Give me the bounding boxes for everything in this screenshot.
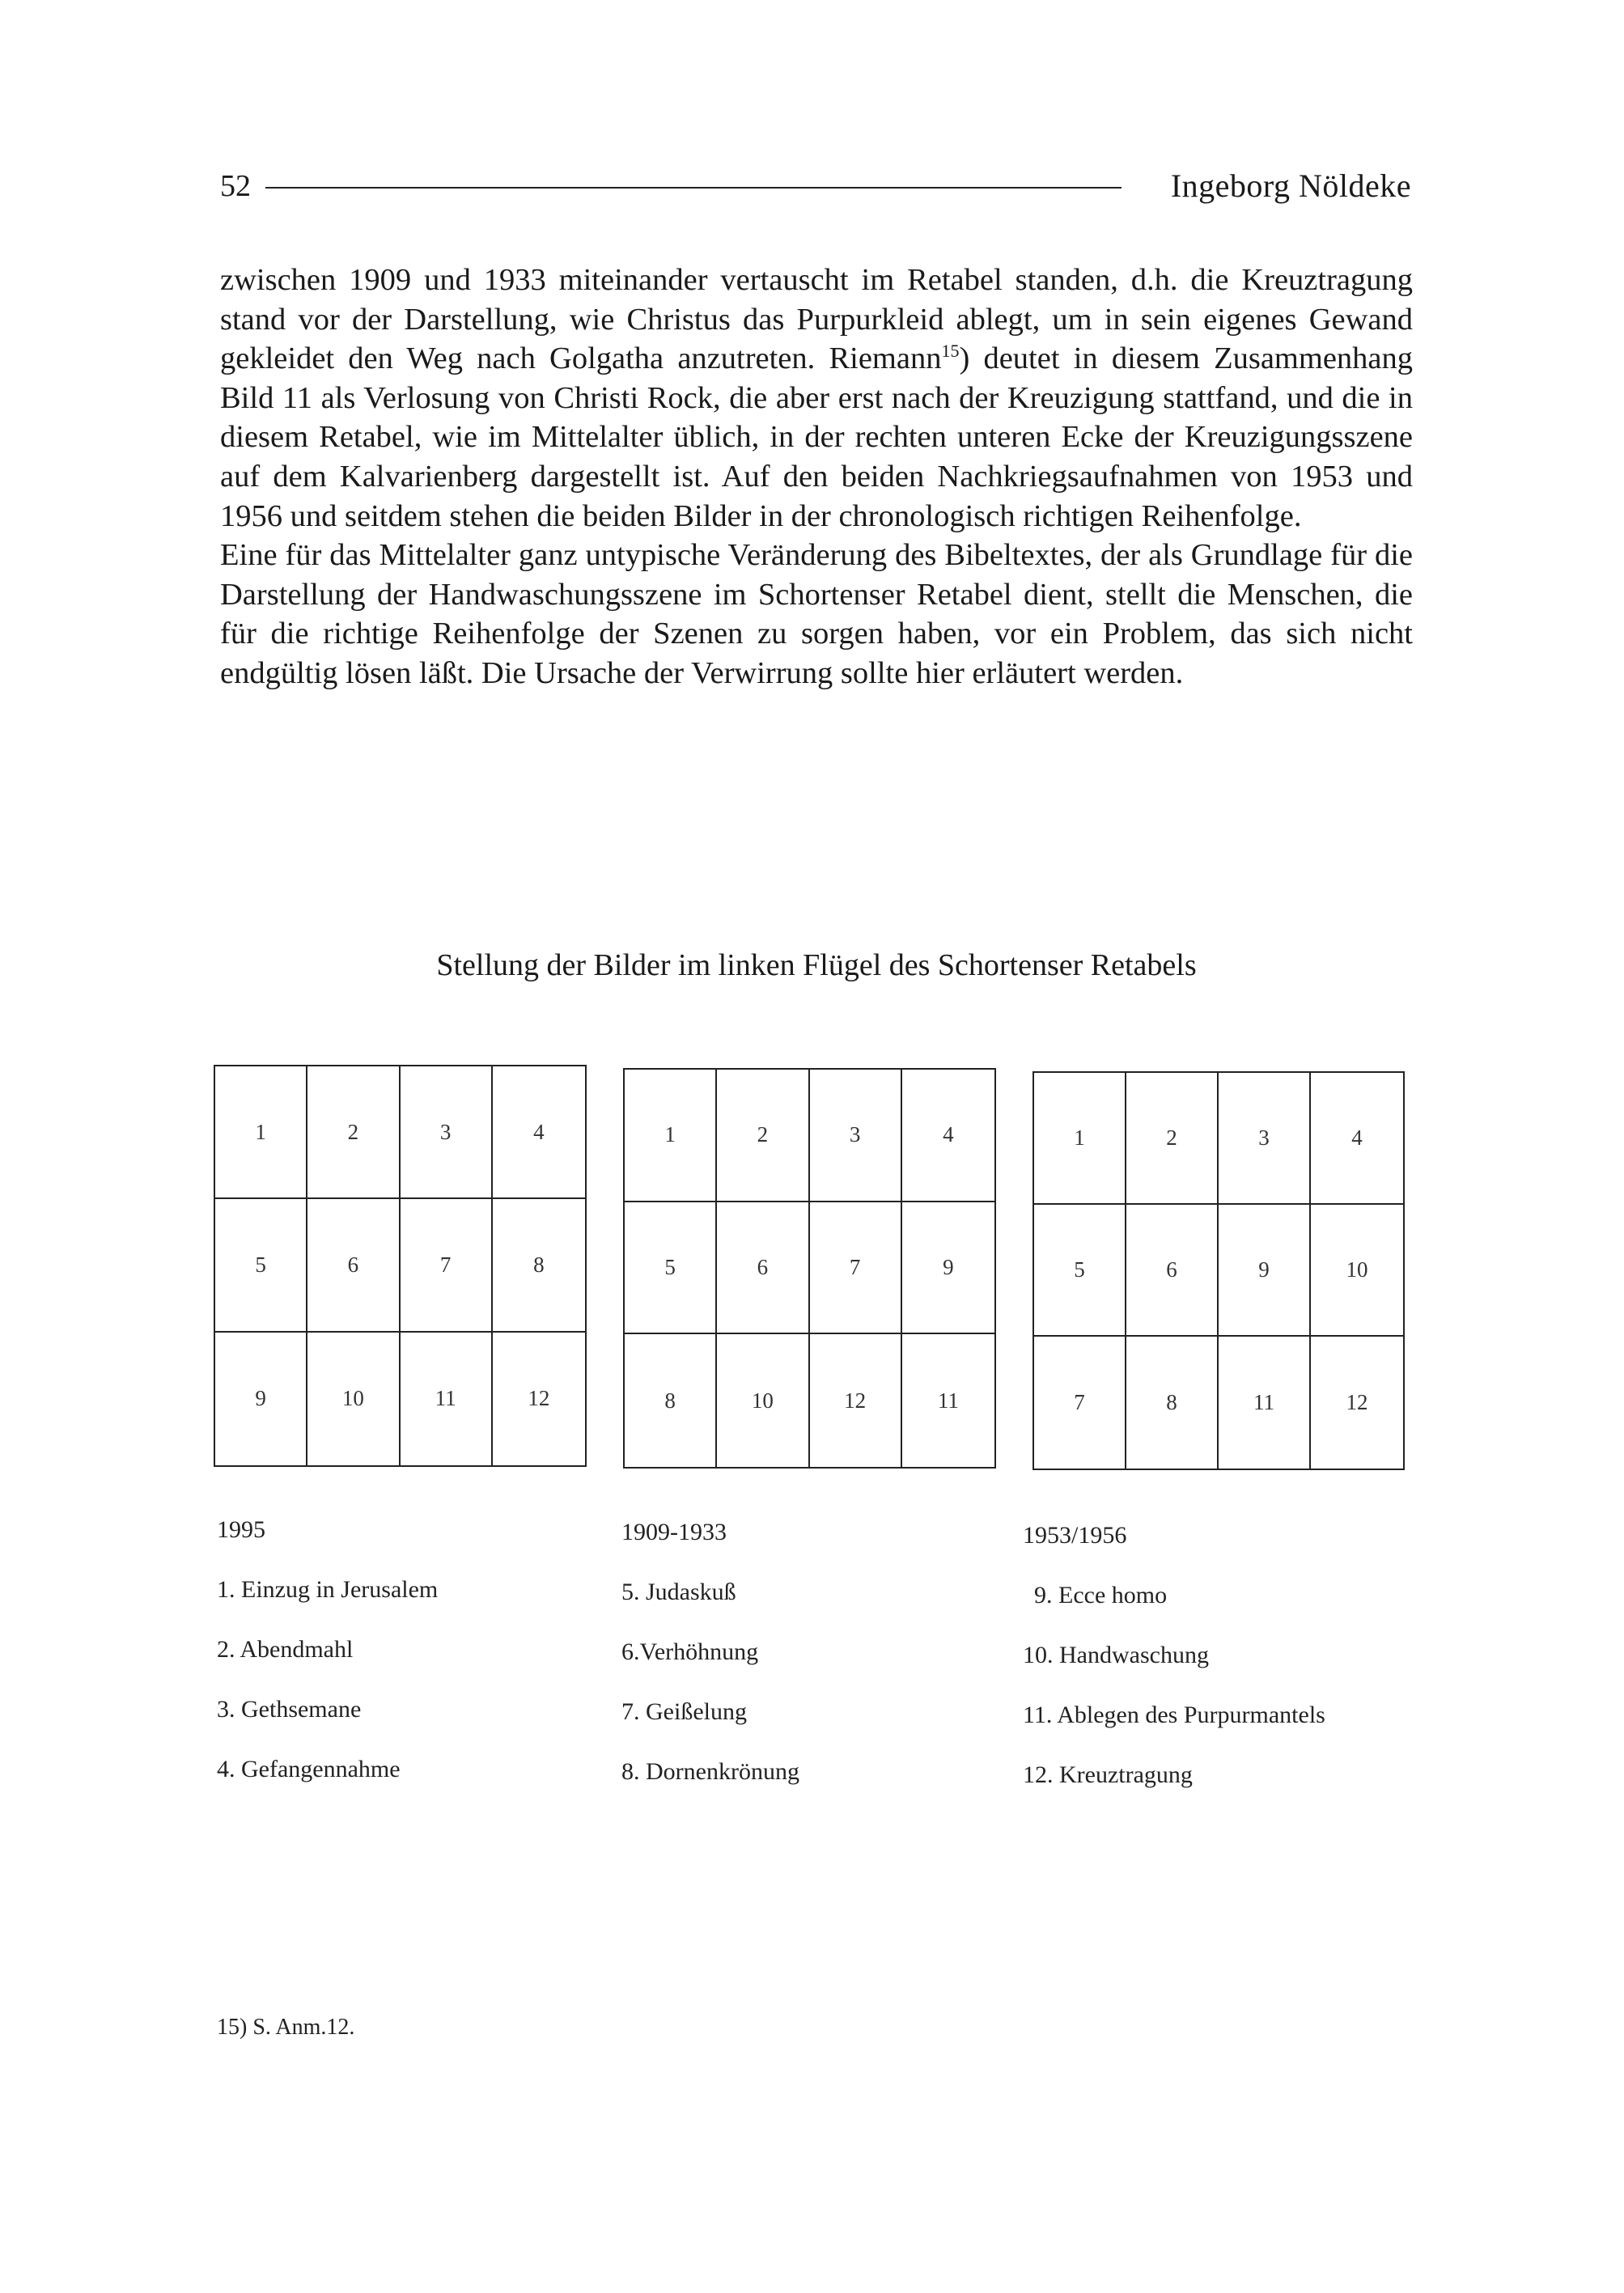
grid-cell: 5 [215, 1199, 307, 1332]
legend-item: 7. Geißelung [621, 1698, 747, 1725]
grid-cell: 6 [1126, 1205, 1219, 1337]
grid-cell: 6 [307, 1199, 400, 1332]
legend-year: 1909-1933 [621, 1519, 727, 1545]
grid-cell: 1 [625, 1070, 717, 1202]
grid-cell: 7 [1034, 1337, 1126, 1469]
grid-cell: 9 [902, 1202, 994, 1335]
legend-item: 6.Verhöhnung [621, 1638, 759, 1665]
arrangement-grid-1909-1933 [623, 1068, 996, 1469]
legend-year: 1995 [217, 1516, 265, 1543]
legend-item: 5. Judaskuß [621, 1579, 736, 1605]
grid-cell: 10 [717, 1334, 809, 1467]
grid-cell: 1 [1034, 1073, 1126, 1205]
grid-cell: 8 [1126, 1337, 1219, 1469]
legend-item: 4. Gefangennahme [217, 1756, 401, 1782]
paragraph-1 [220, 261, 1413, 536]
grid-cell: 7 [401, 1199, 493, 1332]
running-head-author: Ingeborg Nöldeke [1170, 167, 1411, 204]
grid-cell: 4 [493, 1066, 585, 1199]
grid-cell: 8 [625, 1334, 717, 1467]
paragraph-1-part-1: zwischen 1909 und 1933 miteinander vertauscht im Retabel standen, d.h. die Kreuztragung stand vor der Darstellung, wie Christus das Purpurkleid ablegt, um in sein eigenes Gewand gekleidet den Weg nach Golgatha anzutreten. Riemann [220, 263, 1413, 376]
legend-1909-1933 [621, 1518, 799, 1817]
grid-cell: 4 [902, 1070, 994, 1202]
page-number: 52 [220, 169, 251, 203]
grid-cell: 9 [215, 1333, 307, 1465]
footnote-15: 15) S. Anm.12. [217, 2015, 355, 2040]
legend-item: 9. Ecce homo [1034, 1582, 1168, 1608]
grid-cell: 6 [717, 1202, 809, 1335]
paragraph-2: Eine für das Mittelalter ganz untypische Veränderung des Bibeltextes, der als Grundlage für die Darstellung der Handwaschungsszene im Schortenser Retabel dient, stellt die Menschen, die für die richtige Reihenfolge der Szenen zu sorgen haben, vor ein Problem, das sich nicht endgültig lösen läßt. Die Ursache der Verwirrung sollte hier erläutert werden. [220, 538, 1413, 690]
grid-cell: 7 [810, 1202, 902, 1335]
grid-cell: 11 [401, 1333, 493, 1465]
legend-item: 8. Dornenkrönung [621, 1758, 799, 1785]
grid-cell: 3 [810, 1070, 902, 1202]
grid-cell: 11 [1219, 1337, 1311, 1469]
paragraph-1-part-2: ) deutet in diesem Zusammenhang Bild 11 als Verlosung von Christi Rock, die aber erst nach der Kreuzigung stattfand, und die in diesem Retabel, wie im Mittelalter üblich, in der rechten unteren Ecke der Kreuzigungsszene auf dem Kalvarienberg dargestellt ist. Auf den beiden Nachkriegsaufnahmen von 1953 und 1956 und seitdem stehen die beiden Bilder in der chronologisch richtigen Reihenfolge. [220, 341, 1413, 533]
page-header [220, 162, 1411, 210]
grid-cell: 4 [1311, 1073, 1403, 1205]
legend-year: 1953/1956 [1023, 1522, 1127, 1549]
legend-item: 10. Handwaschung [1023, 1642, 1209, 1668]
header-rule [265, 187, 1122, 189]
grid-cell: 5 [1034, 1205, 1126, 1337]
grid-cell: 2 [717, 1070, 809, 1202]
grid-cell: 3 [1219, 1073, 1311, 1205]
footnote-reference: 15 [941, 341, 960, 362]
grid-cell: 3 [401, 1066, 493, 1199]
grid-cell: 2 [1126, 1073, 1219, 1205]
legend-item: 2. Abendmahl [217, 1636, 354, 1663]
legend-1995 [217, 1515, 438, 1815]
legend-item: 11. Ablegen des Purpurmantels [1023, 1702, 1325, 1728]
grid-cell: 8 [493, 1199, 585, 1332]
arrangement-grid-1995 [214, 1065, 587, 1467]
legend-item: 1. Einzug in Jerusalem [217, 1576, 439, 1603]
grid-cell: 10 [307, 1333, 400, 1465]
legend-item: 12. Kreuztragung [1023, 1761, 1193, 1788]
grid-cell: 9 [1219, 1205, 1311, 1337]
grid-cell: 10 [1311, 1205, 1403, 1337]
grid-cell: 11 [937, 1388, 959, 1413]
grid-cell: 12 [528, 1386, 550, 1411]
legend-1953-1956 [1023, 1521, 1325, 1820]
legend-item: 3. Gethsemane [217, 1696, 362, 1723]
grid-cell: 12 [810, 1334, 902, 1467]
body-text [220, 261, 1413, 693]
grid-cell: 2 [307, 1066, 400, 1199]
grid-cell: 5 [625, 1202, 717, 1335]
figure-title: Stellung der Bilder im linken Flügel des Schortenser Retabels [436, 948, 1197, 982]
arrangement-grid-1953-1956 [1032, 1071, 1405, 1470]
grid-cell: 1 [215, 1066, 307, 1199]
grid-cell: 12 [1346, 1390, 1368, 1414]
